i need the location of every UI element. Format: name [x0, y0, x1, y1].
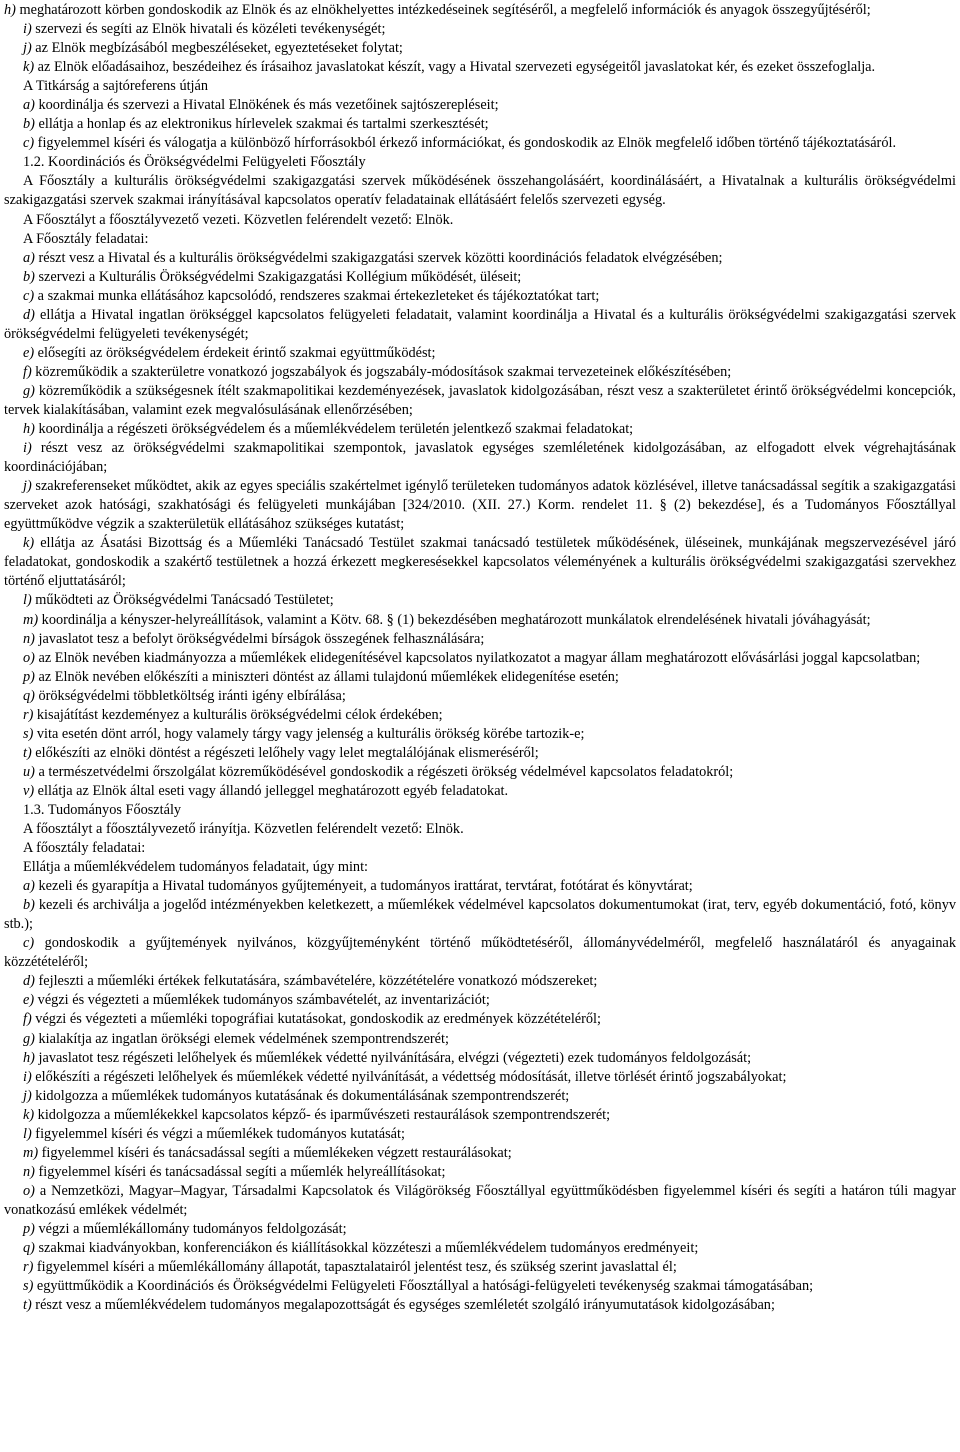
list-item-label: e): [23, 992, 35, 1009]
paragraph-text: 1.3. Tudományos Főosztály: [23, 801, 182, 818]
paragraph: [4, 211, 956, 230]
list-item-label: k): [23, 1106, 35, 1123]
paragraph-text: a természetvédelmi őrszolgálat közreműködésével gondoskodik a régészeti örökség védelmével kapcsolatos feladatokról;: [34, 763, 734, 780]
paragraph-text: kidolgozza a műemlékekkel kapcsolatos képző- és iparművészeti restaurálások szempontrendszerét;: [34, 1106, 611, 1123]
paragraph-text: fejleszti a műemléki értékek felkutatására, számbavételére, közzétételére vonatkozó módszereket;: [34, 973, 598, 990]
list-item-label: e): [23, 344, 35, 361]
list-item-label: g): [23, 1030, 35, 1047]
list-item-label: t): [23, 1297, 32, 1314]
list-item: [4, 763, 956, 782]
paragraph-text: örökségvédelmi többletköltség iránti igény elbírálása;: [34, 687, 346, 704]
paragraph-text: kezeli és gyarapítja a Hivatal tudományos gyűjteményeit, a tudományos irattárat, tervtárat, fotótárat és könyvtárat;: [34, 878, 693, 895]
list-item: [4, 534, 956, 591]
list-item-label: n): [23, 1163, 35, 1180]
list-item-label: b): [23, 268, 35, 285]
list-item: [4, 1010, 956, 1029]
list-item-label: a): [23, 878, 35, 895]
list-item: [4, 439, 956, 477]
paragraph-text: 1.2. Koordinációs és Örökségvédelmi Felügyeleti Főosztály: [23, 154, 366, 171]
list-item: [4, 1, 956, 20]
paragraph-text: az Elnök nevében kiadmányozza a műemlékek elidegenítésével kapcsolatos nyilatkozatot a magyar állam meghatározott elővásárlási joggal kapcsolatban;: [34, 649, 921, 666]
paragraph-text: szakmai kiadványokban, konferenciákon és kiállításokkal közzéteszi a műemlékvédelem tudományos eredményeit;: [34, 1240, 699, 1257]
paragraph: [4, 153, 956, 172]
paragraph-text: A Főosztály a kulturális örökségvédelmi szakigazgatási szervek működésének összehangolásáért, koordinálásáért, a Hivatalnak a kulturális örökségvédelmi szakigazgatási szervek szakmai irányításával kapcsolatos operatív feladatainak ellátásáért felelős szervezeti egység.: [4, 173, 956, 209]
list-item: [4, 134, 956, 153]
list-item-label: d): [23, 973, 35, 990]
paragraph-text: részt vesz a műemlékvédelem tudományos megalapozottságát és egységes szemléletét szolgáló irányumutatások kidolgozásában;: [31, 1297, 775, 1314]
list-item-label: k): [23, 535, 35, 552]
list-item: [4, 363, 956, 382]
list-item: [4, 1239, 956, 1258]
paragraph-text: közreműködik a szakterületre vonatkozó jogszabályok és jogszabály-módosítások szakmai tervezeteinek előkészítésében;: [31, 363, 732, 380]
paragraph-text: kisajátítást kezdeményez a kulturális örökségvédelmi célok érdekében;: [33, 706, 443, 723]
list-item: [4, 649, 956, 668]
list-item-label: m): [23, 611, 39, 628]
list-item: [4, 1087, 956, 1106]
paragraph-text: előkészíti az elnöki döntést a régészeti lelőhely vagy lelet megtalálójának elismeréséről;: [31, 744, 539, 761]
paragraph-text: elősegíti az örökségvédelem érdekeit érintő szakmai együttműködést;: [34, 344, 436, 361]
list-item-label: f): [23, 363, 32, 380]
list-item: [4, 782, 956, 801]
paragraph-text: koordinálja és szervezi a Hivatal Elnökének és más vezetőinek sajtószerepléseit;: [34, 97, 499, 114]
list-item-label: a): [23, 97, 35, 114]
list-item: [4, 725, 956, 744]
list-item-label: i): [23, 21, 32, 38]
list-item: [4, 877, 956, 896]
list-item-label: c): [23, 135, 35, 152]
paragraph-text: kezeli és archiválja a jogelőd intézményekben keletkezett, a műemlékek védelmével kapcsolatos dokumentumokat (irat, terv, egyéb dokumentáció, fotó, könyv stb.);: [4, 897, 956, 933]
list-item: [4, 934, 956, 972]
list-item: [4, 1163, 956, 1182]
paragraph: [4, 858, 956, 877]
list-item: [4, 744, 956, 763]
list-item-label: h): [23, 421, 35, 438]
paragraph-text: ellátja az Ásatási Bizottság és a Műemléki Tanácsadó Testület szakmai tanácsadó testületek működésének, üléseinek, munkájának megszervezésével járó feladatokat, gondoskodik a szakértő testületnek a hozzá érkezett megkeresésekkel kapcsolatos véleményének a kulturális örökségvédelmi szakigazgatási szervekhez történő eljuttatásáról;: [4, 535, 956, 590]
list-item-label: b): [23, 116, 35, 133]
paragraph-text: ellátja a Hivatal ingatlan örökséggel kapcsolatos felügyeleti feladatait, valamint koordinálja a Hivatal és a kulturális örökségvédelmi szakigazgatási szervek örökségvédelmi felügyeleti tevékenységét;: [4, 306, 956, 342]
list-item: [4, 287, 956, 306]
paragraph: [4, 77, 956, 96]
list-item: [4, 268, 956, 287]
list-item-label: b): [23, 897, 35, 914]
list-item-label: o): [23, 649, 35, 666]
list-item-label: p): [23, 1221, 35, 1237]
list-item: [4, 706, 956, 725]
paragraph-text: szervezi és segíti az Elnök hivatali és közéleti tevékenységét;: [31, 21, 386, 38]
paragraph-text: javaslatot tesz régészeti lelőhelyek és műemlékek védetté nyilvánítására, elvégzi (végezteti) ezek tudományos feldolgozását;: [34, 1049, 752, 1066]
list-item-label: l): [23, 592, 32, 609]
paragraph-text: figyelemmel kíséri és tanácsadással segíti a műemlék helyreállításokat;: [34, 1163, 446, 1180]
list-item: [4, 1125, 956, 1144]
paragraph-text: Ellátja a műemlékvédelem tudományos feladatait, úgy mint:: [23, 859, 369, 876]
list-item: [4, 611, 956, 630]
paragraph-text: figyelemmel kíséri a műemlékállomány állapotát, tapasztalatairól jelentést tesz, és szükség szerint javaslattal él;: [33, 1259, 677, 1276]
list-item-label: h): [23, 1049, 35, 1066]
list-item: [4, 1106, 956, 1125]
paragraph-text: az Elnök előadásaihoz, beszédeihez és írásaihoz javaslatokat készít, vagy a Hivatal szervezeti egységeitől javaslatokat kér, és ezeket összefoglalja.: [34, 59, 876, 76]
list-item: [4, 306, 956, 344]
list-item-label: v): [23, 782, 35, 799]
list-item-label: q): [23, 687, 35, 704]
paragraph-text: a Nemzetközi, Magyar–Magyar, Társadalmi Kapcsolatok és Világörökség Főosztállyal együttműködésben figyelemmel kíséri és segíti a határon túli magyar vonatkozású emlékek védelmét;: [4, 1182, 956, 1218]
list-item-label: t): [23, 744, 32, 761]
paragraph-text: szervezi a Kulturális Örökségvédelmi Szakigazgatási Kollégium működését, üléseit;: [34, 268, 522, 285]
list-item-label: r): [23, 706, 34, 723]
list-item: [4, 382, 956, 420]
paragraph-text: figyelemmel kíséri és válogatja a különböző hírforrásokból érkező információkat, és gondoskodik az Elnök megfelelő időben történő tájékoztatásáról.: [34, 135, 897, 152]
paragraph-text: szakreferenseket működtet, akik az egyes speciális szakértelmet igénylő területeken tudományos adatok közlésével, illetve tanácsadással segítik a szakigazgatási szerveket azok hatósági, szakhatósági és felügyeleti munkájában [324/2010. (XII. 27.) Korm. rendelet 11. § (2) bekezdése], és a Tudományos Főosztállyal együttműködve végzik a szakterületük ellátásához szükséges kutatást;: [4, 478, 956, 533]
paragraph-text: A Főosztályt a főosztályvezető vezeti. Közvetlen felérendelt vezető: Elnök.: [23, 211, 454, 228]
paragraph-text: A főosztályt a főosztályvezető irányítja. Közvetlen felérendelt vezető: Elnök.: [23, 821, 464, 838]
paragraph-text: működteti az Örökségvédelmi Tanácsadó Testületet;: [31, 592, 334, 609]
list-item-label: j): [23, 478, 32, 495]
list-item: [4, 39, 956, 58]
list-item: [4, 972, 956, 991]
paragraph-text: ellátja a honlap és az elektronikus hírlevelek szakmai és tartalmi szerkesztését;: [34, 116, 489, 133]
list-item-label: k): [23, 59, 35, 76]
list-item-label: c): [23, 935, 35, 952]
list-item-label: d): [23, 306, 35, 323]
list-item-label: a): [23, 249, 35, 266]
paragraph-text: A Főosztály feladatai:: [23, 230, 149, 247]
list-item: [4, 896, 956, 934]
paragraph-text: gondoskodik a gyűjtemények nyilvános, közgyűjteményként történő működtetéséről, állományvédelméről, megfelelő használatáról és anyagainak közzétételéről;: [4, 935, 956, 971]
list-item: [4, 477, 956, 534]
list-item: [4, 96, 956, 115]
list-item: [4, 630, 956, 649]
paragraph-text: figyelemmel kíséri és tanácsadással segíti a műemlékeken végzett restaurálásokat;: [38, 1144, 512, 1161]
list-item: [4, 1182, 956, 1220]
paragraph: [4, 230, 956, 249]
list-item-label: u): [23, 763, 35, 780]
list-item-label: f): [23, 1011, 32, 1028]
list-item: [4, 1258, 956, 1277]
paragraph-text: A Titkárság a sajtóreferens útján: [23, 78, 209, 95]
list-item: [4, 420, 956, 439]
list-item: [4, 20, 956, 39]
list-item: [4, 115, 956, 134]
list-item-label: h): [4, 2, 16, 18]
paragraph-text: az Elnök nevében előkészíti a miniszteri döntést az állami tulajdonú műemlékek elidegenítése esetén;: [34, 668, 619, 685]
list-item-label: s): [23, 725, 34, 742]
list-item-label: i): [23, 1068, 32, 1085]
paragraph-text: koordinálja a régészeti örökségvédelem és a műemlékvédelem területén jelentkező szakmai feladatokat;: [34, 421, 634, 438]
list-item-label: j): [23, 1087, 32, 1104]
list-item-label: n): [23, 630, 35, 647]
list-item: [4, 1068, 956, 1087]
list-item-label: o): [23, 1182, 35, 1199]
list-item: [4, 687, 956, 706]
list-item: [4, 249, 956, 268]
paragraph: [4, 801, 956, 820]
paragraph-text: előkészíti a régészeti lelőhelyek és műemlékek védetté nyilvánítását, a védettség módosítását, illetve törlését érintő jogszabályokat;: [31, 1068, 787, 1085]
list-item-label: l): [23, 1125, 32, 1142]
list-item-label: q): [23, 1240, 35, 1257]
list-item: [4, 58, 956, 77]
list-item-label: i): [23, 440, 32, 457]
list-item: [4, 1277, 956, 1296]
list-item: [4, 591, 956, 610]
list-item: [4, 1220, 956, 1239]
paragraph-text: részt vesz az örökségvédelmi szakmapolitikai szempontok, javaslatok egységes szemléletének kidolgozásában, az elfogadott elvek végrehajtásának koordinációjában;: [4, 440, 956, 476]
paragraph-text: ellátja az Elnök által eseti vagy állandó jelleggel meghatározott egyéb feladatokat.: [34, 782, 509, 799]
paragraph-text: figyelemmel kíséri és végzi a műemlékek tudományos kutatását;: [31, 1125, 405, 1142]
paragraph-text: meghatározott körben gondoskodik az Elnök és az elnökhelyettes intézkedéseinek segítéséről, a megfelelő információk és anyagok összegyűjtéséről;: [15, 2, 871, 18]
list-item-label: g): [23, 382, 35, 399]
list-item-label: c): [23, 287, 35, 304]
paragraph-text: javaslatot tesz a befolyt örökségvédelmi bírságok összegének felhasználására;: [34, 630, 485, 647]
list-item-label: s): [23, 1278, 34, 1295]
paragraph-text: A főosztály feladatai:: [23, 840, 146, 857]
paragraph-text: koordinálja a kényszer-helyreállítások, valamint a Kötv. 68. § (1) bekezdésében meghatározott munkálatok elrendelésének hivatali jóváhagyását;: [38, 611, 871, 628]
paragraph-text: végzi a műemlékállomány tudományos feldolgozását;: [34, 1221, 347, 1237]
list-item-label: r): [23, 1259, 34, 1276]
list-item-label: p): [23, 668, 35, 685]
list-item: [4, 1049, 956, 1068]
list-item: [4, 668, 956, 687]
list-item-label: j): [23, 40, 32, 57]
list-item-label: m): [23, 1144, 39, 1161]
list-item: [4, 1296, 956, 1315]
paragraph-text: kialakítja az ingatlan örökségi elemek védelmének szempontrendszerét;: [34, 1030, 449, 1047]
paragraph-text: részt vesz a Hivatal és a kulturális örökségvédelmi szakigazgatási szervek közötti koordinációs feladatok elvégzésében;: [34, 249, 723, 266]
list-item: [4, 1144, 956, 1163]
paragraph-text: kidolgozza a műemlékek tudományos kutatásának és dokumentálásának szempontrendszerét;: [31, 1087, 570, 1104]
paragraph: [4, 820, 956, 839]
paragraph: [4, 839, 956, 858]
list-item: [4, 1030, 956, 1049]
paragraph-text: végzi és végezteti a műemlékek tudományos számbavételét, az inventarizációt;: [34, 992, 490, 1009]
paragraph: [4, 172, 956, 210]
paragraph-text: vita esetén dönt arról, hogy valamely tárgy vagy jelenség a kulturális örökség körébe tartozik-e;: [33, 725, 585, 742]
list-item: [4, 344, 956, 363]
paragraph-text: végzi és végezteti a műemléki topográfiai kutatásokat, gondoskodik az eredmények közzétételéről;: [31, 1011, 602, 1028]
paragraph-text: közreműködik a szükségesnek ítélt szakmapolitikai kezdeményezések, javaslatok kidolgozásában, részt vesz a szakterületet érintő örökségvédelmi koncepciók, tervek kialakításában, valamint ezek megvalósulásának ellenőrzésében;: [4, 382, 956, 418]
paragraph-text: a szakmai munka ellátásához kapcsolódó, rendszeres szakmai értekezleteket és tájékoztatókat tart;: [34, 287, 600, 304]
paragraph-text: együttműködik a Koordinációs és Örökségvédelmi Felügyeleti Főosztállyal a hatósági-felügyeleti tevékenység szakmai támogatásában;: [33, 1278, 814, 1295]
list-item: [4, 991, 956, 1010]
paragraph-text: az Elnök megbízásából megbeszéléseket, egyeztetéseket folytat;: [31, 40, 403, 57]
